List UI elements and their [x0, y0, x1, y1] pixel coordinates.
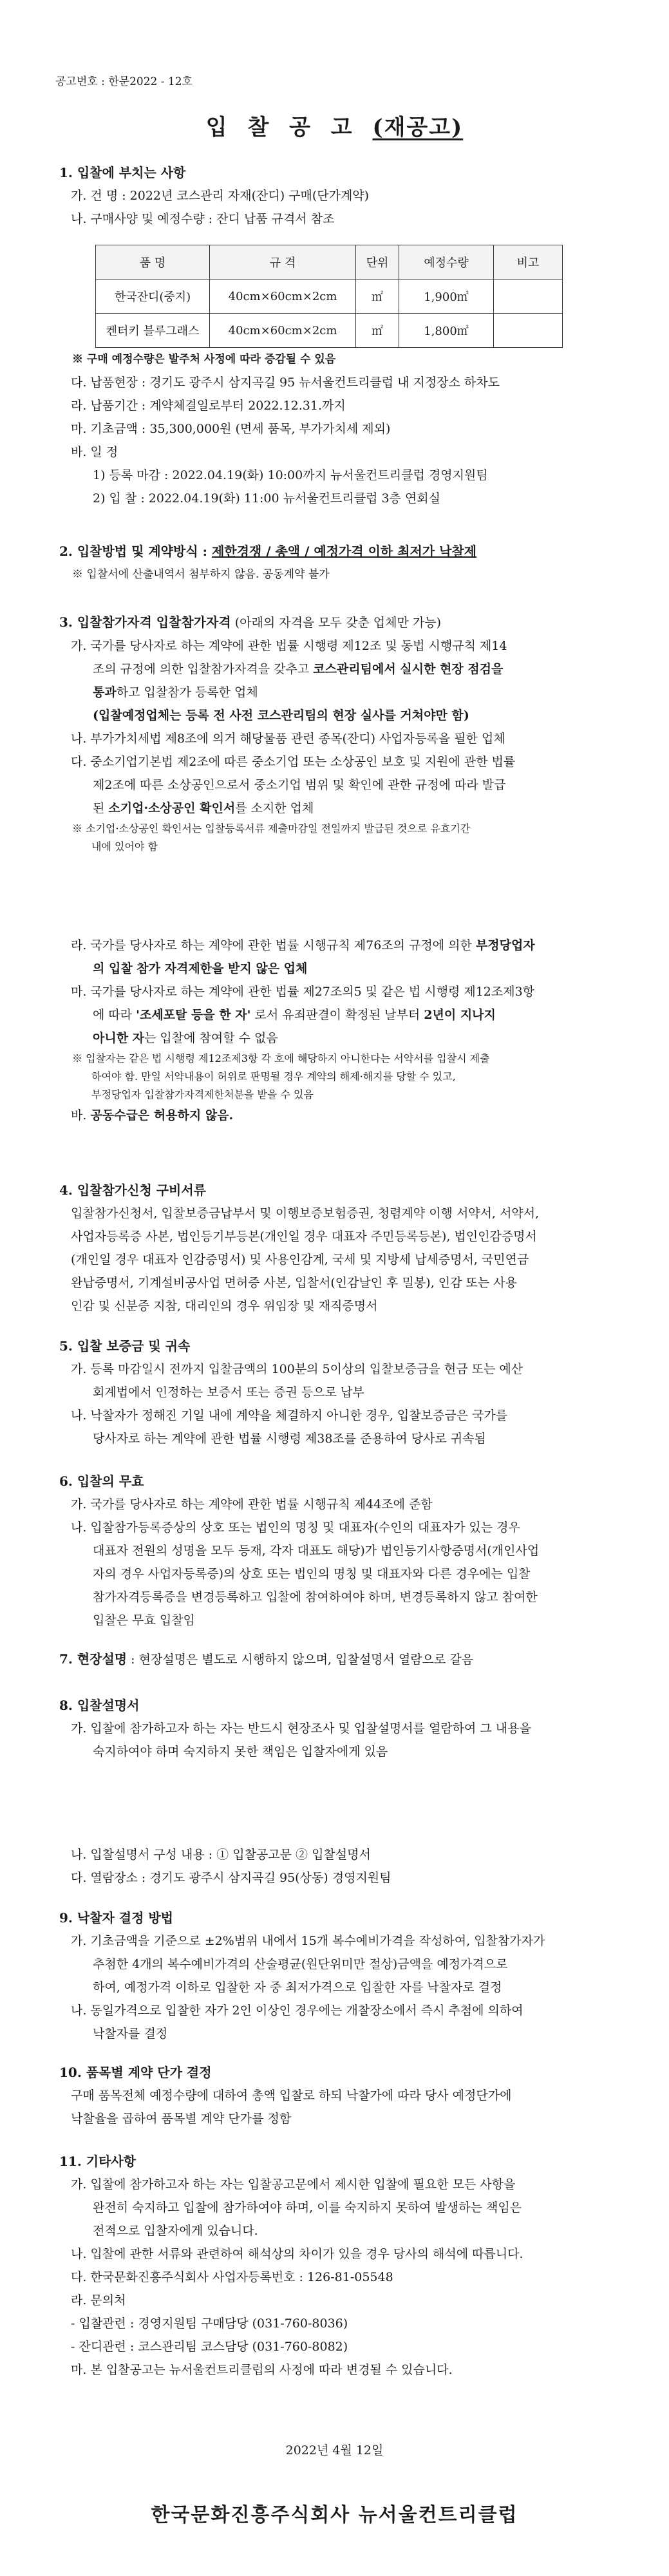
section-5 — [59, 1334, 639, 1450]
s11-item-na: 나. 입찰에 관한 서류와 관련하여 해석상의 차이가 있을 경우 당사의 해석에 따릅니다. — [71, 2247, 523, 2261]
s1-item-ga: 가. 건 명 : 2022년 코스관리 자재(잔디) 구매(단가계약) — [71, 189, 370, 203]
s1-item-da: 다. 납품현장 : 경기도 광주시 삼지곡길 95 뉴서울컨트리클럽 내 지정장소 하차도 — [71, 375, 500, 390]
s3-ra-line-2: 의 입찰 참가 자격제한을 받지 않은 업체 — [93, 961, 308, 976]
section-4 — [59, 1179, 639, 1318]
s3-ra-line-1 — [59, 934, 639, 957]
s1-schedule-2: 2) 입 찰 : 2022.04.19(화) 11:00 뉴서울컨트리클럽 3층 연회실 — [93, 491, 440, 506]
s3-heading-tail: (아래의 자격을 모두 갖춘 업체만 가능) — [231, 616, 442, 630]
s1-schedule-1: 1) 등록 마감 : 2022.04.19(화) 10:00까지 뉴서울컨트리클럽 경영지원팀 — [93, 468, 488, 482]
s3-ma-text: 에 따라 — [93, 1008, 137, 1022]
s11-contact-1: - 입찰관련 : 경영지원팀 구매담당 (031-760-8036) — [71, 2316, 348, 2331]
spec-header-cell: 예정수량 — [399, 245, 494, 279]
s3-ma-emph-3: 아니한 자 — [93, 1031, 145, 1045]
spec-header-cell: 규 격 — [210, 245, 356, 279]
section-8-heading: 8. 입찰설명서 — [59, 1698, 140, 1713]
s3-ga-emph: 코스관리팀에서 실시한 현장 점검을 — [313, 662, 504, 676]
s5-ga-line-2: 회계법에서 인정하는 보증서 또는 증권 등으로 납부 — [93, 1385, 364, 1399]
section-7 — [59, 1647, 639, 1671]
s9-ga-line-1: 가. 기초금액을 기준으로 ±2%범위 내에서 15개 복수예비가격을 작성하여, 입찰참가자가 — [71, 1934, 545, 1948]
spec-table — [95, 245, 563, 348]
s6-na-line-3: 자의 경우 사업자등록증)의 상호 또는 법인의 명칭 및 대표자와 다른 경우에는 입찰 — [93, 1567, 531, 1581]
section-7-line — [59, 1647, 639, 1671]
title-main: 입 찰 공 고 — [205, 115, 359, 140]
s1-item-ra: 라. 납품기간 : 계약체결일로부터 2022.12.31.까지 — [71, 399, 346, 413]
s1-item-ba: 바. 일 정 — [71, 445, 118, 459]
s2-heading-method: 제한경쟁 / 총액 / 예정가격 이하 최저가 낙찰제 — [211, 544, 477, 559]
s2-note: ※ 입찰서에 산출내역서 첨부하지 않음. 공동계약 불가 — [72, 568, 330, 581]
table-cell: 40cm×60cm×2cm — [210, 279, 356, 314]
s5-na-line-2: 당사자로 하는 계약에 관한 법률 시행령 제38조를 준용하여 당사로 귀속됨 — [93, 1432, 486, 1446]
s6-na-line-4: 참가자격등록증을 변경등록하고 입찰에 참여하여야 하며, 변경등록하지 않고 참여한 — [93, 1590, 538, 1604]
s3-ba-emph: 공동수급은 허용하지 않음. — [90, 1108, 234, 1122]
s1-item-na: 나. 구매사양 및 예정수량 : 잔디 납품 규격서 참조 — [71, 212, 335, 226]
s3-ma-emph: '조세포탈 등을 한 자' — [136, 1008, 251, 1022]
s3-ga-emph-2: 통과 — [93, 685, 117, 699]
title-sub: (재공고) — [372, 115, 464, 140]
section-9-heading: 9. 낙찰자 결정 방법 — [59, 1910, 174, 1926]
table-row — [96, 314, 563, 348]
s8-ga-line-2: 숙지하여야 하며 숙지하지 못한 책임은 입찰자에게 있음 — [93, 1745, 388, 1759]
s8-ga-line-1: 가. 입찰에 참가하고자 하는 자는 반드시 현장조사 및 입찰설명서를 열람하여 그 내용을 — [71, 1721, 531, 1736]
s8-item-da: 다. 열람장소 : 경기도 광주시 삼지곡길 95(상동) 경영지원팀 — [71, 1871, 391, 1885]
s6-na-line-5: 입찰은 무효 입찰임 — [93, 1613, 195, 1627]
s9-na-line-1: 나. 동일가격으로 입찰한 자가 2인 이상인 경우에는 개찰장소에서 즉시 추첨에 의하여 — [71, 2003, 523, 2018]
section-1-heading: 1. 입찰에 부치는 사항 — [59, 165, 186, 180]
section-5-heading: 5. 입찰 보증금 및 귀속 — [59, 1338, 191, 1354]
s6-item-ga: 가. 국가를 당사자로 하는 계약에 관한 법률 시행규칙 제44조에 준함 — [71, 1497, 433, 1511]
section-10 — [59, 2061, 639, 2130]
s3-ga-line-2 — [59, 658, 639, 681]
table-cell: 한국잔디(중지) — [96, 279, 210, 314]
section-3 — [59, 611, 639, 856]
table-cell: 1,900㎡ — [399, 279, 494, 314]
s9-na-line-2: 낙찰자를 결정 — [93, 2027, 168, 2041]
s11-item-ma: 마. 본 입찰공고는 뉴서울컨트리클럽의 사정에 따라 변경될 수 있습니다. — [71, 2363, 453, 2377]
section-11-heading: 11. 기타사항 — [59, 2154, 137, 2169]
s5-na-line-1: 나. 낙찰자가 정해진 기일 내에 계약을 체결하지 아니한 경우, 입찰보증금은 국가를 — [71, 1408, 508, 1423]
s3-heading-label: 3. 입찰참가자격 입찰참가자격 — [59, 614, 231, 630]
s11-ga-line-2: 완전히 숙지하고 입찰에 참가하여야 하며, 이를 숙지하지 못하여 발생하는 책임은 — [93, 2201, 522, 2215]
section-1 — [59, 161, 639, 231]
s4-line: 입찰참가신청서, 입찰보증금납부서 및 이행보증보험증권, 청렴계약 이행 서약서, 서약서, — [71, 1206, 540, 1220]
s3-ga-line-1: 가. 국가를 당사자로 하는 계약에 관한 법률 시행령 제12조 및 동법 시행규칙 제14 — [71, 639, 507, 653]
s3-ma-line-2 — [59, 1003, 639, 1027]
s3-da-text: 된 — [93, 801, 109, 815]
s2-heading-label: 2. 입찰방법 및 계약방식 : — [59, 544, 212, 559]
s3-da-line-3 — [59, 797, 639, 820]
section-2 — [59, 540, 639, 586]
s3-item-na: 나. 부가가치세법 제8조에 의거 해당물품 관련 종목(잔디) 사업자등록을 필한 업체 — [71, 732, 505, 746]
spec-header-cell: 품 명 — [96, 245, 210, 279]
section-3-heading — [59, 611, 639, 634]
section-8-cont — [59, 1843, 639, 1889]
spec-header-cell: 비고 — [494, 245, 563, 279]
s11-item-da: 다. 한국문화진흥주식회사 사업자등록번호 : 126-81-05548 — [71, 2270, 393, 2284]
section-8 — [59, 1694, 639, 1763]
table-cell: 켄터키 블루그래스 — [96, 314, 210, 348]
section-9 — [59, 1906, 639, 2045]
s11-ga-line-1: 가. 입찰에 참가하고자 하는 자는 입찰공고문에서 제시한 입찰에 필요한 모든 사항을 — [71, 2177, 516, 2192]
section-6-heading: 6. 입찰의 무효 — [59, 1473, 144, 1489]
section-1-cont — [59, 348, 639, 510]
s11-item-ra: 라. 문의처 — [71, 2293, 126, 2307]
s10-line-2: 낙찰율을 곱하여 품목별 계약 단가를 정함 — [71, 2112, 292, 2126]
s6-na-line-1: 나. 입찰참가등록증상의 상호 또는 법인의 명칭 및 대표자(수인의 대표자가 있는 경우 — [71, 1520, 520, 1535]
table-cell: ㎡ — [356, 314, 399, 348]
s4-line: 사업자등록증 사본, 법인등기부등본(개인일 경우 대표자 주민등록등본), 법인인감증명서 — [71, 1229, 537, 1244]
page-title — [0, 109, 669, 141]
section-11 — [59, 2150, 639, 2382]
s11-ga-line-3: 전적으로 입찰자에게 있습니다. — [93, 2224, 258, 2238]
s3-ma-line-1: 마. 국가를 당사자로 하는 계약에 관한 법률 제27조의5 및 같은 법 시행령 제12조제3항 — [71, 985, 535, 999]
section-7-heading: 7. 현장설명 — [59, 1651, 127, 1667]
s10-line-1: 구매 품목전체 예정수량에 대하여 총액 입찰로 하되 낙찰가에 따라 당사 예정단가에 — [71, 2088, 512, 2103]
s3-ga-line-3 — [59, 681, 639, 704]
s3-ra-emph: 부정당업자 — [475, 938, 535, 952]
table-cell — [494, 314, 563, 348]
table-cell: 1,800㎡ — [399, 314, 494, 348]
s9-ga-line-2: 추첨한 4개의 복수예비가격의 산술평균(원단위미만 절상)금액을 예정가격으로 — [93, 1957, 508, 1971]
s7-text: : 현장설명은 별도로 시행하지 않으며, 입찰설명서 열람으로 갈음 — [127, 1653, 474, 1667]
s4-line: (개인일 경우 대표자 인감증명서) 및 사용인감계, 국세 및 지방세 납세증명서, 국민연금 — [71, 1253, 529, 1267]
s3-ga-text-2: 하고 입찰참가 등록한 업체 — [116, 685, 258, 699]
s3-ba-label: 바. — [71, 1108, 91, 1122]
s6-na-line-2: 대표자 전원의 성명을 모두 등재, 각자 대표도 해당)가 법인등기사항증명서(개인사업 — [93, 1544, 540, 1558]
s3-ga-line-4: (입찰예정업체는 등록 전 사전 코스관리팀의 현장 실사를 거쳐야만 함) — [93, 708, 469, 723]
s11-contact-2: - 잔디관련 : 코스관리팀 코스담당 (031-760-8082) — [71, 2340, 348, 2354]
s3-da-emph: 소기업·소상공인 확인서 — [108, 801, 236, 815]
s1-item-ma: 마. 기초금액 : 35,300,000원 (면세 품목, 부가가치세 제외) — [71, 422, 391, 436]
table-row — [96, 279, 563, 314]
section-2-heading — [59, 540, 639, 563]
s4-line: 완납증명서, 기계설비공사업 면허증 사본, 입찰서(인감날인 후 밀봉), 인감 또는 사용 — [71, 1276, 517, 1290]
s3-ra-text: 라. 국가를 당사자로 하는 계약에 관한 법률 시행규칙 제76조의 규정에 의한 — [71, 938, 476, 952]
issuer-organization: 한국문화진흥주식회사 뉴서울컨트리클럽 — [151, 2504, 518, 2526]
s3-ma-emph-2: 2년이 지나지 — [424, 1008, 496, 1022]
s3-ma-text-2: 로서 유죄판결이 확정된 날부터 — [250, 1008, 424, 1022]
s3-ma-note-1: ※ 입찰자는 같은 법 시행령 제12조제3항 각 호에 해당하지 아니한다는 서약서를 입찰시 제출 — [72, 1052, 490, 1065]
section-10-heading: 10. 품목별 계약 단가 결정 — [59, 2065, 212, 2080]
s3-ga-text: 조의 규정에 의한 입찰참가자격을 갖추고 — [93, 662, 314, 676]
s3-ma-line-3 — [59, 1027, 639, 1050]
table-cell: ㎡ — [356, 279, 399, 314]
s5-ga-line-1: 가. 등록 마감일시 전까지 입찰금액의 100분의 5이상의 입찰보증금을 현금 또는 예산 — [71, 1362, 523, 1376]
s3-ma-note-2: 하여야 함. 만일 서약내용이 허위로 판명될 경우 계약의 해제·해지를 당할 수 있고, — [91, 1070, 456, 1083]
notice-number: 공고번호 : 한문2022 - 12호 — [55, 75, 193, 88]
spec-header-cell: 단위 — [356, 245, 399, 279]
section-6 — [59, 1470, 639, 1632]
s1-note: ※ 구매 예정수량은 발주처 사정에 따라 증감될 수 있음 — [72, 353, 336, 366]
s3-ma-text-3: 는 입찰에 참여할 수 없음 — [144, 1031, 278, 1045]
table-cell — [494, 279, 563, 314]
table-cell: 40cm×60cm×2cm — [210, 314, 356, 348]
s3-item-ba — [59, 1104, 639, 1127]
s3-da-line-1: 다. 중소기업기본법 제2조에 따른 중소기업 또는 소상공인 보호 및 지원에 관한 법률 — [71, 755, 516, 769]
s3-da-note-2: 내에 있어야 함 — [91, 840, 158, 853]
s8-item-na: 나. 입찰설명서 구성 내용 : ① 입찰공고문 ② 입찰설명서 — [71, 1848, 371, 1862]
s9-ga-line-3: 하여, 예정가격 이하로 입찰한 자 중 최저가격으로 입찰한 자를 낙찰자로 결정 — [93, 1980, 502, 1994]
s3-da-line-2: 제2조에 따른 소상공인으로서 중소기업 범위 및 확인에 관한 규정에 따라 발급 — [93, 778, 506, 792]
s4-line: 인감 및 신분증 지참, 대리인의 경우 위임장 및 재직증명서 — [71, 1299, 378, 1313]
notice-date: 2022년 4월 12일 — [285, 2443, 384, 2458]
section-4-heading: 4. 입찰참가신청 구비서류 — [59, 1182, 207, 1198]
section-3-cont — [59, 934, 639, 1127]
spec-table-header-row — [96, 245, 563, 279]
s3-ma-note-3: 부정당업자 입찰참가자격제한처분을 받을 수 있음 — [91, 1088, 314, 1101]
s3-da-text-2: 를 소지한 업체 — [235, 801, 314, 815]
s3-da-note-1: ※ 소기업·소상공인 확인서는 입찰등록서류 제출마감일 전일까지 발급된 것으로 유효기간 — [72, 822, 471, 835]
